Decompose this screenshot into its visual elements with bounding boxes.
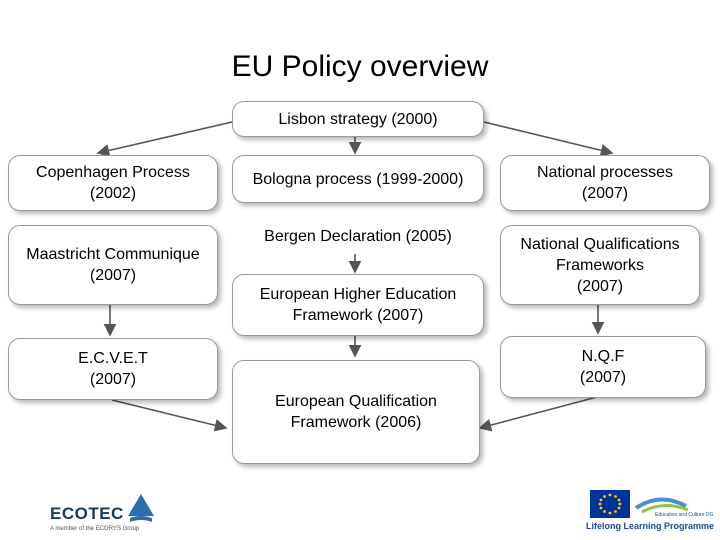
node-bologna-process: Bologna process (1999-2000)	[232, 155, 484, 203]
node-lisbon-strategy: Lisbon strategy (2000)	[232, 101, 484, 137]
node-bergen-declaration: Bergen Declaration (2005)	[264, 227, 452, 245]
arrow-lisbon-national	[484, 122, 612, 153]
node-national-processes: National processes (2007)	[500, 155, 710, 211]
edu-culture-label: Education and Culture DG	[655, 512, 714, 518]
page-title: EU Policy overview	[231, 50, 489, 83]
llp-label: Lifelong Learning Programme	[586, 521, 715, 531]
arrow-lisbon-copenhagen	[98, 122, 232, 153]
ecotec-tagline: A member of the ECORYS Group	[50, 526, 140, 532]
arrow-nqf-eqf	[480, 397, 597, 428]
ecotec-wordmark: ECOTEC	[50, 504, 124, 523]
ecotec-triangle-icon	[128, 494, 154, 524]
node-national-qualifications-frameworks: National Qualifications Frameworks (2007)	[500, 225, 700, 305]
node-european-qualification-framework: European Qualification Framework (2006)	[232, 360, 480, 464]
node-nqf: N.Q.F (2007)	[500, 336, 706, 398]
node-european-higher-education-framework: European Higher Education Framework (2007)	[232, 274, 484, 336]
node-ecvet: E.C.V.E.T (2007)	[8, 338, 218, 400]
node-copenhagen-process: Copenhagen Process (2002)	[8, 155, 218, 211]
node-maastricht-communique: Maastricht Communique (2007)	[8, 225, 218, 305]
ecotec-logo	[50, 494, 154, 532]
arrow-ecvet-eqf	[112, 400, 226, 428]
